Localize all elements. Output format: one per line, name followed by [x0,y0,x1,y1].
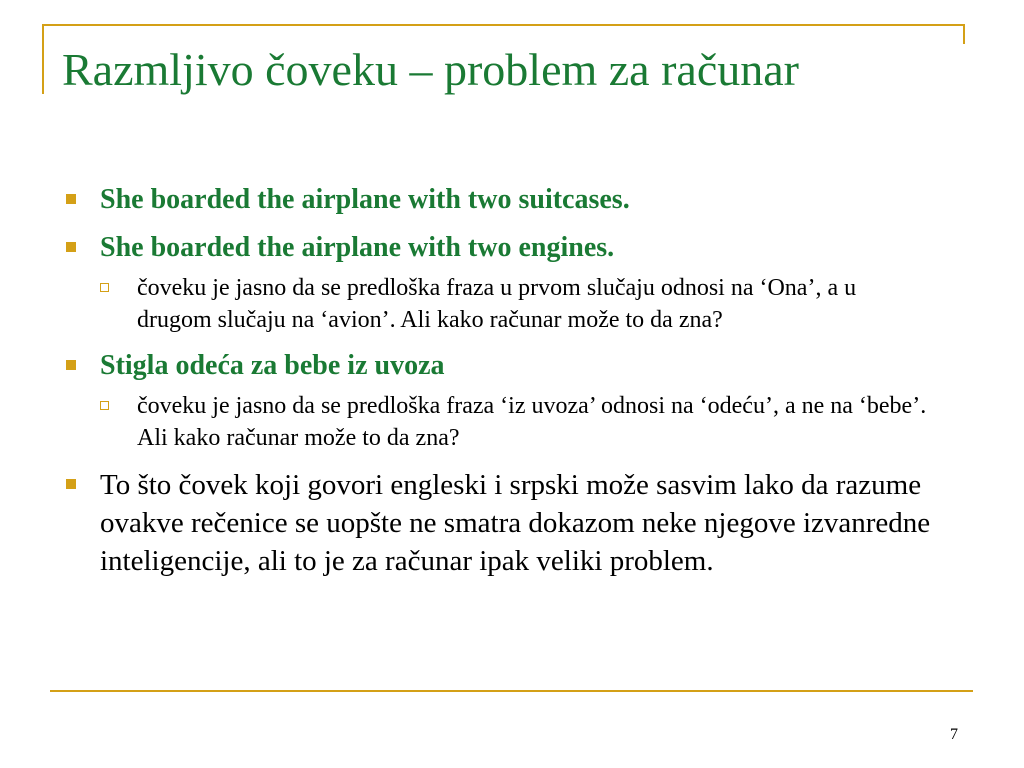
bullet-item-3 [62,348,962,384]
sub-bullet-item-3-1 [100,390,927,454]
slide-content [62,182,962,584]
bullet-item-2 [62,230,962,266]
bullet-text: She boarded the airplane with two engines. [100,232,615,263]
bullet-text: To što čovek koji govori engleski i srpski može sasvim lako da razume ovakve rečenice se uopšte ne smatra dokazom neke njegove izvanredne inteligencije, ali to je za računar ipak veliki problem. [100,469,931,577]
slide-title: Razmljivo čoveku – problem za računar [62,44,799,95]
hollow-square-bullet-icon [100,401,109,410]
page-number: 7 [950,726,958,743]
square-bullet-icon [66,194,76,204]
frame-bottom-line [50,690,973,692]
bullet-text: Stigla odeća za bebe iz uvoza [100,350,445,381]
sub-bullet-item-2-1 [100,272,927,336]
frame-right-tick [963,24,965,44]
bullet-text: She boarded the airplane with two suitcases. [100,184,630,215]
square-bullet-icon [66,360,76,370]
sub-bullet-text: čoveku je jasno da se predloška fraza ‘iz uvoza’ odnosi na ‘odeću’, a ne na ‘bebe’. Ali kako računar može to da zna? [137,393,927,451]
hollow-square-bullet-icon [100,283,109,292]
square-bullet-icon [66,479,76,489]
frame-top-line [42,24,965,26]
square-bullet-icon [66,242,76,252]
bullet-item-1 [62,182,962,218]
bullet-item-4 [62,466,960,580]
frame-left-line [42,24,44,94]
sub-bullet-text: čoveku je jasno da se predloška fraza u prvom slučaju odnosi na ‘Ona’, a u drugom slučaju na ‘avion’. Ali kako računar može to da zna? [137,275,857,333]
